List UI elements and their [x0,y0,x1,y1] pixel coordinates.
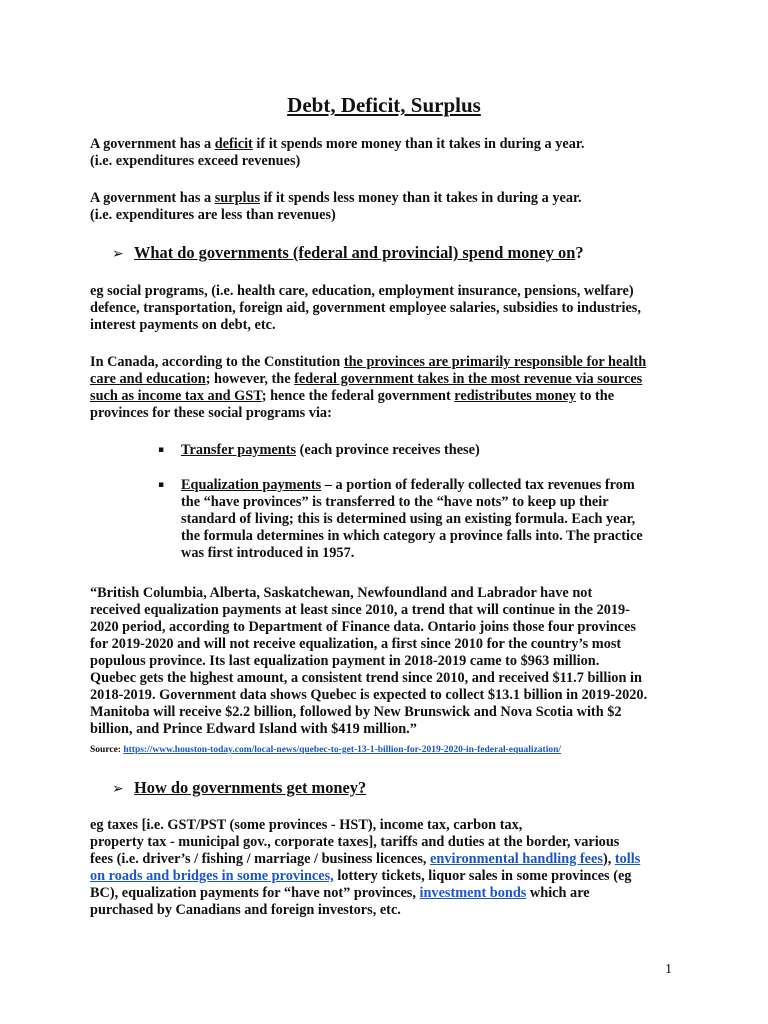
transfer-payments-term: Transfer payments [181,442,297,458]
investment-bonds-link[interactable]: investment bonds [419,885,527,901]
deficit-explanation: (i.e. expenditures exceed revenues) [90,153,301,169]
spend-examples: eg social programs, (i.e. health care, education, employment insurance, pensions, welfare) defence, transportation, foreign aid, government employee salaries, subsidies to industries, interest payments on debt, etc. [90,283,641,333]
heading-spend: ➢ What do governments (federal and provincial) spend money on? [112,243,584,262]
equalization-quote: “British Columbia, Alberta, Saskatchewan, Newfoundland and Labrador have not received equalization payments at least since 2010, a trend that will continue in the 2019- 2020 period, according to Department of Finance data. Ontario joins those four provinces for 2019-2020 and will not receive equalization, a first since 2010 for the country’s most populous province. Its last equalization payment in 2018-2019 came to $963 million. Quebec gets the highest amount, a consistent trend since 2010, and received $11.7 billion in 2018-2019. Government data shows Quebec is expected to collect $13.1 billion in 2019-2020. Manitoba will receive $2.2 billion, followed by New Brunswick and Nova Scotia with $2 billion, and Prince Edward Island with $419 million.” [90,585,648,737]
deficit-definition [90,136,690,170]
arrow-bullet-icon: ➢ [112,781,124,797]
document-page: Debt, Deficit, Surplus A government has a deficit if it spends more money than it takes in during a year. (i.e. expenditures exceed revenues) A government has a surplus if it spends less money than it takes in during a year. (i.e. expenditures are less than revenues) ➢ What do governments (federal and provincial) spend money on? eg social programs, (i.e. health care, education, employment insurance, pensions, welfare) defence, transportation, foreign aid, government employee salaries, subsidies to industries, interest payments on debt, etc. In Canada, according to the Constitution the provinces are primarily responsible for health care and education; however, the federal government takes in the most revenue via sources such as income tax and GST; hence the federal government redistributes money to the provinces for these social programs via: ▪ Transfer payments (each province receives these) ▪ Equalization payments – a portion of federally collected tax revenues from the “have provinces” is transferred to the “have nots” to keep up their standard of living; this is determined using an existing formula. Each year, the formula determines in which category a province falls into. The practice was first introduced in 1957. “British Columbia, Alberta, Saskatchewan, Newfoundland and Labrador have not received equalization payments at least since 2010, a trend that will continue in the 2019- 2020 period, according to Department of Finance data. Ontario joins those four provinces for 2019-2020 and will not receive equalization, a first since 2010 for the country’s most populous province. Its last equalization payment in 2018-2019 came to $963 million. Quebec gets the highest amount, a consistent trend since 2010, and received $11.7 billion in 2018-2019. Government data shows Quebec is expected to collect $13.1 billion in 2019-2020. Manitoba will receive $2.2 billion, followed by New Brunswick and Nova Scotia with $2 billion, and Prince Edward Island with $419 million.” Source: https://www.houston-today.com/local-news/quebec-to-get-13-1-billion-for-2019-2020-in-federal-equalization/ ➢ How do governments get money? eg taxes [i.e. GST/PST (some provinces - HST), income tax, carbon tax, property tax - municipal gov., corporate taxes], tariffs and duties at the border, various fees (i.e. driver’s / fishing / marriage / business licences, environmental handling fees), tolls on roads and bridges in some provinces, lottery tickets, liquor sales in some provinces (eg BC), equalization payments for “have not” provinces, investment bonds which are purchased by Canadians and foreign investors, etc. 1 [0,0,768,1024]
deficit-term: deficit [214,136,253,152]
page-title: Debt, Deficit, Surplus [287,93,481,117]
deficit-line: A government has a deficit if it spends more money than it takes in during a year. [90,136,585,152]
heading-spend-text: What do governments (federal and provincial) spend money on [134,243,576,262]
tolls-link[interactable]: tolls [614,851,641,867]
tolls-link-continued[interactable]: on roads and bridges in some provinces, [90,868,334,884]
source-citation: Source: https://www.houston-today.com/local-news/quebec-to-get-13-1-billion-for-2019-2020-in-federal-equalization/ [90,745,562,755]
square-bullet-icon: ▪ [158,480,165,490]
heading-get-money [112,778,366,799]
surplus-line: A government has a surplus if it spends less money than it takes in during a year. [90,190,582,206]
surplus-definition [90,190,690,224]
source-link[interactable]: https://www.houston-today.com/local-news/quebec-to-get-13-1-billion-for-2019-2020-in-federal-equalization/ [123,745,562,755]
surplus-explanation: (i.e. expenditures are less than revenues) [90,207,336,223]
surplus-term: surplus [214,190,261,206]
canada-paragraph: In Canada, according to the Constitution the provinces are primarily responsible for health care and education; however, the federal government takes in the most revenue via sources such as income tax and GST; hence the federal government redistributes money to the provinces for these social programs via: [90,354,647,421]
square-bullet-icon: ▪ [158,445,165,455]
arrow-bullet-icon: ➢ [112,246,124,262]
revenue-paragraph: eg taxes [i.e. GST/PST (some provinces - HST), income tax, carbon tax, property tax - municipal gov., corporate taxes], tariffs and duties at the border, various fees (i.e. driver’s / fishing / marriage / business licences, environmental handling fees), tolls on roads and bridges in some provinces, lottery tickets, liquor sales in some provinces (eg BC), equalization payments for “have not” provinces, investment bonds which are purchased by Canadians and foreign investors, etc. [90,817,641,918]
equalization-payments-term: Equalization payments [181,477,322,493]
environmental-handling-fees-link[interactable]: environmental handling fees [430,851,603,867]
page-number: 1 [665,962,672,977]
heading-get-money-text: How do governments get money? [134,778,367,797]
